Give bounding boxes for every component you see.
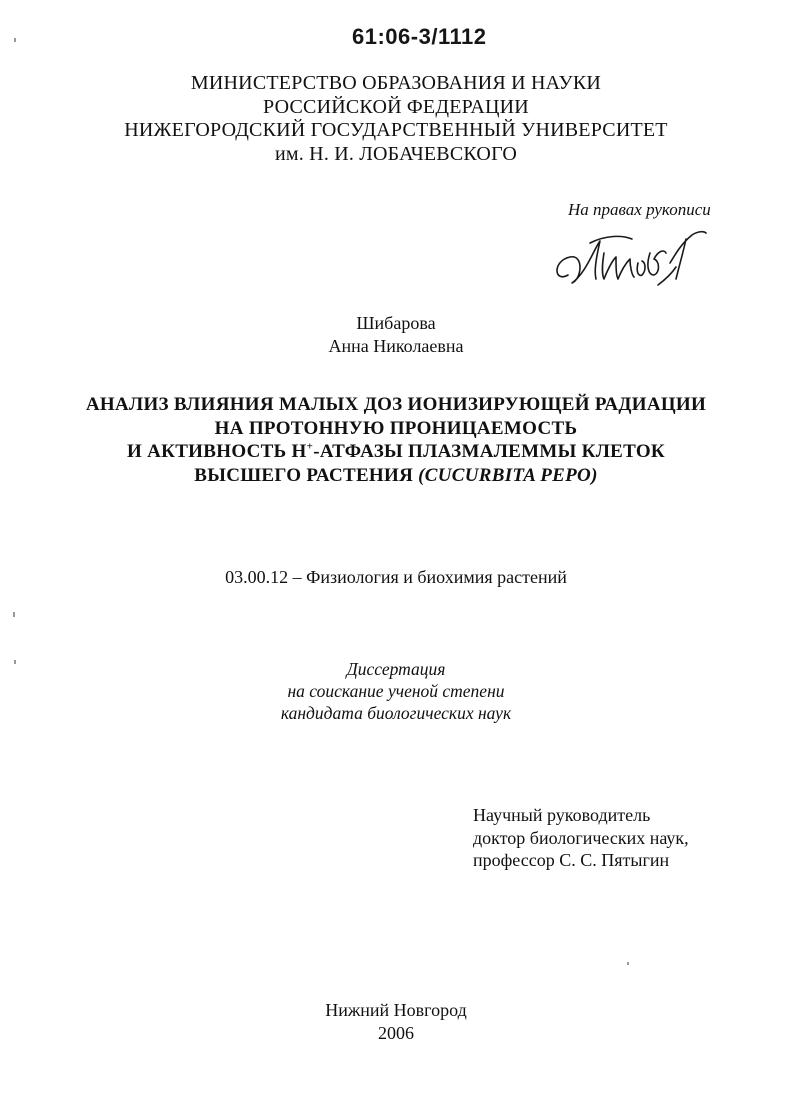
institution-line: МИНИСТЕРСТВО ОБРАЗОВАНИЯ И НАУКИ — [190, 72, 602, 94]
author-given-names: Анна Николаевна — [328, 336, 464, 356]
title-text: И АКТИВНОСТЬ Н — [126, 441, 307, 462]
scan-speck — [627, 962, 629, 965]
title-text: -АТФАЗЫ ПЛАЗМАЛЕММЫ КЛЕТОК — [313, 441, 665, 462]
scientific-advisor-block — [473, 804, 689, 872]
dissertation-line: Диссертация — [346, 659, 446, 679]
handwritten-signature — [546, 213, 711, 293]
manuscript-rights-note: На правах рукописи — [568, 200, 711, 219]
advisor-line: доктор биологических наук, — [473, 827, 689, 848]
proton-superscript: + — [306, 440, 314, 453]
scan-speck — [14, 660, 16, 664]
title-line: АНАЛИЗ ВЛИЯНИЯ МАЛЫХ ДОЗ ИОНИЗИРУЮЩЕЙ РАДИАЦИИ — [85, 394, 707, 415]
scan-speck — [14, 38, 16, 42]
title-line: НА ПРОТОННУЮ ПРОНИЦАЕМОСТЬ — [214, 417, 578, 439]
dissertation-title — [0, 393, 792, 487]
dissertation-line: кандидата биологических наук — [280, 703, 512, 723]
archive-code: 61:06-3/1112 — [352, 24, 487, 49]
scan-speck — [13, 612, 15, 617]
advisor-line: Научный руководитель — [473, 805, 651, 825]
institution-line: РОССИЙСКОЙ ФЕДЕРАЦИИ — [263, 95, 529, 118]
institution-line: НИЖЕГОРОДСКИЙ ГОСУДАРСТВЕННЫЙ УНИВЕРСИТЕТ — [124, 119, 668, 141]
institution-line: им. Н. И. ЛОБАЧЕВСКОГО — [275, 142, 517, 165]
year: 2006 — [378, 1023, 414, 1043]
advisor-line: профессор С. С. Пятыгин — [473, 850, 670, 870]
dissertation-line: на соискание ученой степени — [287, 681, 505, 701]
footer-block — [0, 999, 792, 1045]
author-surname: Шибарова — [356, 313, 436, 333]
title-line — [0, 464, 792, 488]
specialty-code: 03.00.12 – Физиология и биохимия растений — [225, 567, 567, 587]
title-text: ВЫСШЕГО РАСТЕНИЯ — [194, 464, 419, 486]
title-line — [0, 440, 792, 464]
city: Нижний Новгород — [325, 1000, 467, 1020]
author-block — [0, 312, 792, 358]
dissertation-type-block — [0, 658, 792, 724]
species-name: (CUCURBITA PEPO) — [418, 464, 598, 486]
institution-block — [0, 72, 792, 166]
